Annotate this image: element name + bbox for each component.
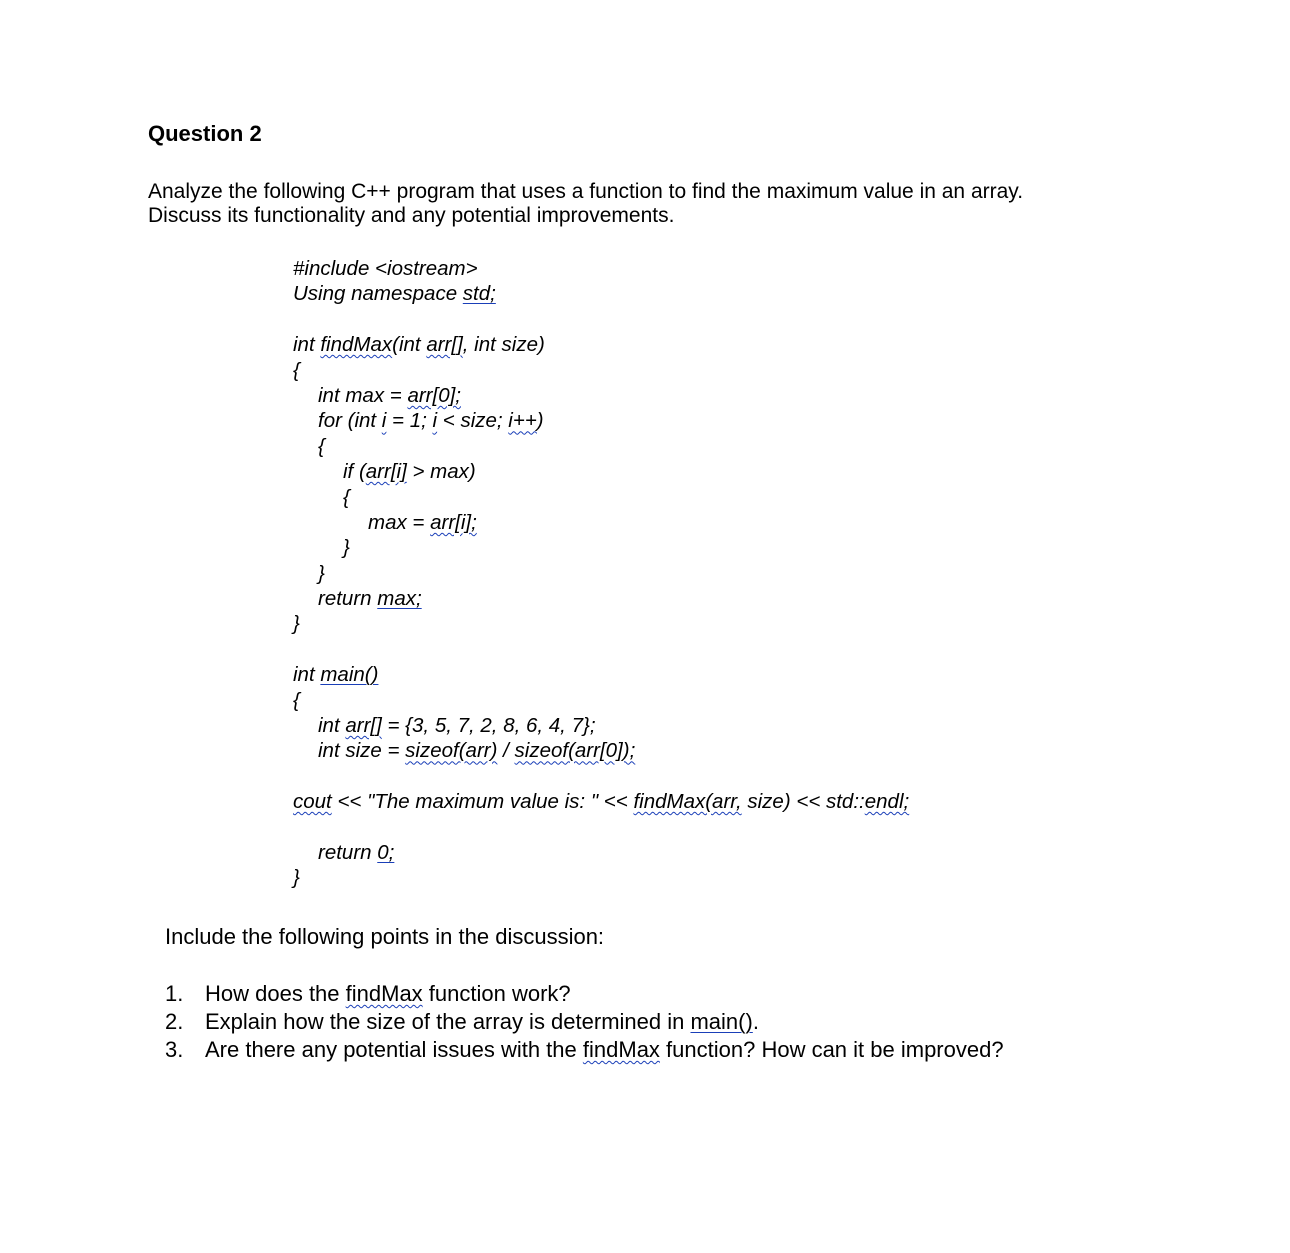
code-findmax-signature (293, 332, 909, 357)
code-return-max: max; (377, 587, 422, 611)
code-max-decl (293, 383, 909, 408)
list-number: 1. (165, 981, 184, 1006)
list-number: 2. (165, 1009, 184, 1034)
code-if-line (293, 459, 909, 484)
code-cout-word: cout (293, 790, 332, 814)
code-main-prefix: int (293, 663, 321, 687)
list-item (165, 1008, 1004, 1036)
code-assign-arr: arr[i]; (430, 510, 477, 534)
code-findmax-prefix: int (293, 333, 321, 357)
code-return0-value: 0; (377, 840, 395, 864)
question-intro (148, 180, 1023, 228)
code-arr-decl-values: = {3, 5, 7, 2, 8, 6, 4, 7}; (381, 714, 596, 738)
code-for-mid: = 1; (386, 409, 433, 433)
code-cout-args: size) << std:: (741, 790, 865, 814)
code-main-close-brace: } (293, 866, 300, 890)
code-size-decl (293, 738, 909, 763)
point-text-after: function? How can it be improved? (659, 1037, 1004, 1062)
code-cout-call: findMax(arr, (633, 790, 742, 814)
code-blank-line (293, 637, 909, 662)
code-findmax-open-brace: { (293, 358, 300, 382)
code-if-prefix: if ( (343, 460, 366, 484)
code-blank-line (293, 764, 909, 789)
code-findmax-arr: arr[] (426, 333, 463, 357)
code-return-prefix: return (318, 587, 378, 611)
code-blank-line (293, 815, 909, 840)
list-item (165, 980, 1004, 1008)
list-number: 3. (165, 1037, 184, 1062)
code-size-decl-prefix: int size = (318, 739, 406, 763)
code-for-inc: i++ (508, 409, 537, 433)
code-max-decl-prefix: int max = (318, 383, 408, 407)
code-for-close: ) (536, 409, 544, 433)
code-findmax-suffix: , int size) (462, 333, 545, 357)
point-term: findMax (582, 1037, 660, 1062)
code-for-i: i (381, 409, 387, 433)
code-arr-decl-arr: arr[] (345, 714, 382, 738)
code-cout-line (293, 789, 909, 814)
code-block (293, 256, 909, 891)
code-arr-decl-prefix: int (318, 714, 346, 738)
list-item (165, 1036, 1004, 1064)
point-term: findMax (345, 981, 423, 1006)
code-for-prefix: for (int (318, 409, 382, 433)
intro-line-2: Discuss its functionality and any potential improvements. (148, 204, 675, 227)
code-cout-endl: endl; (864, 790, 910, 814)
code-using-line (293, 281, 909, 306)
code-return-max-line (293, 586, 909, 611)
question-heading: Question 2 (148, 121, 262, 146)
code-for-line (293, 408, 909, 433)
code-findmax-close-brace: } (293, 612, 300, 636)
code-findmax-paren: (int (392, 333, 427, 357)
code-cout-string: << "The maximum value is: " << (331, 790, 634, 814)
code-size-decl-sizeof2: sizeof(arr[0]); (514, 739, 636, 763)
code-arr-decl (293, 713, 909, 738)
code-main-open-brace: { (293, 688, 300, 712)
code-for-cond: < size; (437, 409, 509, 433)
discussion-intro: Include the following points in the discussion: (165, 924, 605, 949)
point-text-after: function work? (422, 981, 571, 1006)
point-text-before: Explain how the size of the array is determined in (205, 1009, 691, 1034)
code-if-open-brace: { (343, 485, 350, 509)
code-if-close-brace: } (343, 536, 350, 560)
code-using-prefix: Using namespace (293, 282, 463, 306)
code-blank-line (293, 307, 909, 332)
code-return0-prefix: return (318, 840, 378, 864)
code-findmax-name: findMax (320, 333, 393, 357)
code-include-line: #include <iostream> (293, 257, 478, 280)
point-text-before: How does the (205, 981, 346, 1006)
code-using-std: std; (462, 282, 496, 306)
code-for-open-brace: { (318, 434, 325, 458)
code-for-i2: i (432, 409, 438, 433)
code-max-decl-arr: arr[0]; (407, 383, 461, 407)
intro-line-1: Analyze the following C++ program that uses a function to find the maximum value in an array. (148, 180, 1024, 203)
code-for-close-brace: } (318, 561, 325, 585)
code-size-decl-div: / (497, 739, 515, 763)
code-main-signature (293, 662, 909, 687)
point-term: main() (690, 1009, 753, 1034)
code-assign-line (293, 510, 909, 535)
point-text-after: . (752, 1009, 759, 1034)
code-if-arr: arr[i] (365, 460, 407, 484)
point-text-before: Are there any potential issues with the (205, 1037, 583, 1062)
code-return-zero-line (293, 840, 909, 865)
code-size-decl-sizeof1: sizeof(arr) (405, 739, 498, 763)
code-assign-prefix: max = (368, 510, 431, 534)
code-main-name: main() (320, 663, 379, 687)
discussion-points-list (165, 980, 1004, 1064)
code-if-suffix: > max) (406, 460, 476, 484)
